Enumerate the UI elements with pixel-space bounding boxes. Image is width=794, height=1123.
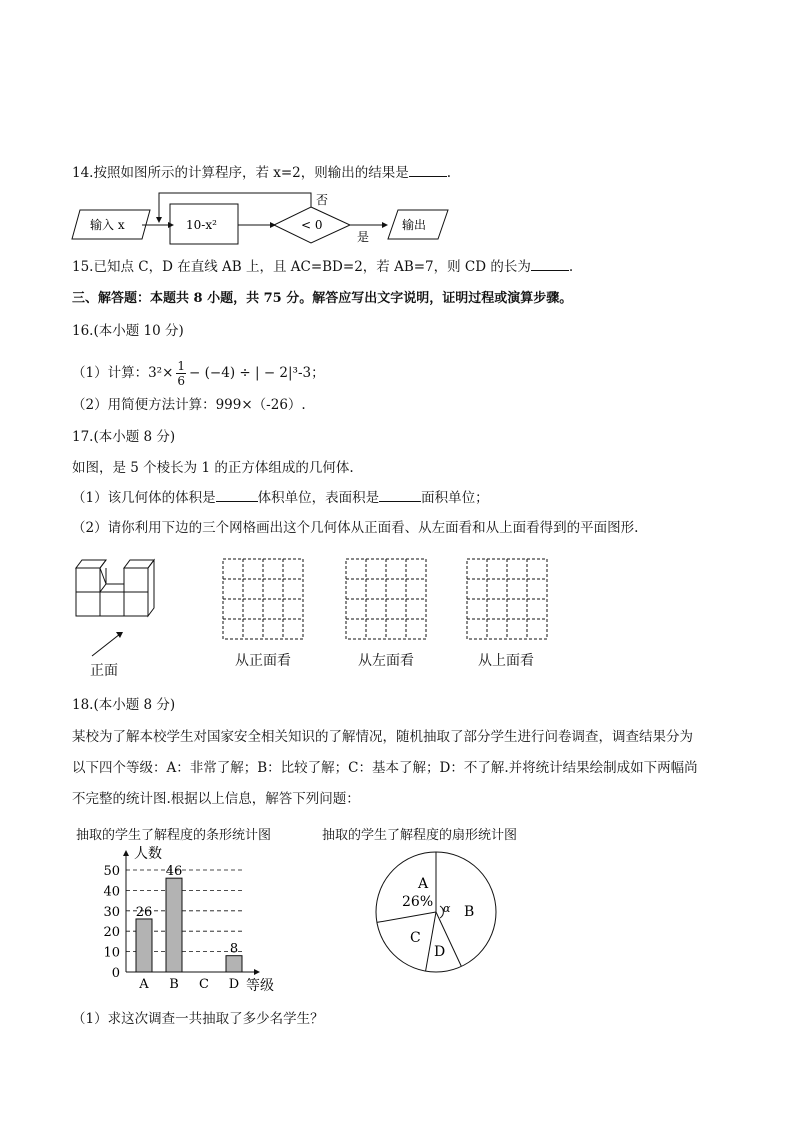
- grid-label-left: 从左面看: [358, 653, 414, 669]
- y-tick-label: 20: [103, 925, 120, 941]
- x-axis-arrow: [254, 969, 260, 975]
- pie-label-C: C: [410, 930, 421, 946]
- q17-part1: （1）该几何体的体积是 体积单位，表面积是 面积单位；: [72, 490, 489, 506]
- y-axis-arrow: [123, 850, 129, 856]
- pie-pct-A: 26%: [402, 894, 434, 910]
- q16-part2: （2）用简便方法计算：999×（-26）.: [72, 397, 306, 413]
- x-tick-label: B: [169, 977, 179, 992]
- grid-left-view[interactable]: [345, 558, 427, 640]
- flow-no-label: 否: [316, 193, 329, 207]
- bar-value-label: 46: [165, 864, 183, 880]
- pie-chart-title: 抽取的学生了解程度的扇形统计图: [322, 828, 518, 843]
- q18-para2: 以下四个等级：A：非常了解；B：比较了解；C：基本了解；D：不了解.并将统计结果绘制成如下两幅尚: [72, 760, 698, 776]
- pie-alpha-label: α: [443, 902, 451, 915]
- y-tick-label: 40: [103, 884, 120, 900]
- q17-area-blank[interactable]: [379, 489, 421, 502]
- q14-text-before: 14.按照如图所示的计算程序，若 x=2，则输出的结果是: [72, 165, 409, 181]
- x-axis-label: 等级: [246, 978, 274, 992]
- y-tick-label: 0: [111, 966, 120, 981]
- q15-text: 15.已知点 C，D 在直线 AB 上，且 AC=BD=2，若 AB=7，则 CD 的长为 .: [72, 259, 574, 275]
- grid-label-front: 从正面看: [235, 653, 291, 669]
- section-3-title: 三、解答题：本题共 8 小题，共 75 分。解答应写出文字说明，证明过程或演算步骤。: [72, 291, 573, 306]
- q17-header: 17.(本小题 8 分): [72, 429, 176, 445]
- q17-solid-figure: [70, 556, 160, 666]
- q15-text-before: 15.已知点 C，D 在直线 AB 上，且 AC=BD=2，若 AB=7，则 CD 的长为: [72, 259, 531, 275]
- bar-value-label: 8: [229, 941, 239, 957]
- q15-answer-blank[interactable]: [531, 258, 569, 271]
- q16-header: 16.(本小题 10 分): [72, 323, 184, 339]
- bar-chart-title: 抽取的学生了解程度的条形统计图: [76, 828, 272, 843]
- bar-A: [136, 919, 152, 972]
- flow-process-label: 10-x²: [186, 218, 217, 232]
- y-tick-label: 10: [103, 945, 120, 961]
- q14-flowchart: [70, 190, 460, 246]
- q18-para1: 某校为了解本校学生对国家安全相关知识的了解情况，随机抽取了部分学生进行问卷调查，调查结果分为: [72, 729, 693, 745]
- q18-header: 18.(本小题 8 分): [72, 697, 176, 713]
- x-tick-label: D: [228, 977, 240, 992]
- pie-label-A: A: [418, 876, 429, 892]
- pie-label-B: B: [464, 904, 475, 920]
- flow-input-label: 输入 x: [90, 218, 125, 232]
- q17-intro: 如图，是 5 个棱长为 1 的正方体组成的几何体.: [72, 460, 354, 476]
- q14-answer-blank[interactable]: [409, 164, 447, 177]
- grid-front-view[interactable]: [222, 558, 304, 640]
- y-tick-label: 30: [103, 904, 120, 920]
- bar-chart: [96, 842, 296, 992]
- pie-slice-boundary: [426, 912, 436, 971]
- x-tick-label: A: [139, 977, 149, 992]
- pie-slice-boundary: [377, 912, 436, 922]
- grid-top-view[interactable]: [466, 558, 548, 640]
- q17-volume-blank[interactable]: [216, 489, 258, 502]
- q18-question1: （1）求这次调查一共抽取了多少名学生？: [72, 1011, 324, 1027]
- flow-output-label: 输出: [402, 218, 427, 232]
- q14-text: 14.按照如图所示的计算程序，若 x=2，则输出的结果是 .: [72, 165, 452, 181]
- flow-condition-label: < 0: [301, 218, 323, 232]
- y-axis-label: 人数: [134, 846, 162, 862]
- x-tick-label: C: [199, 977, 209, 992]
- q16-part1: （1）计算：3²× $\frac{1}{6}$ − (−4) ÷ | − 2|³-3；: [72, 359, 325, 388]
- bar-B: [166, 878, 182, 972]
- bar-D: [226, 956, 242, 972]
- bar-value-label: 26: [135, 904, 153, 920]
- grid-label-top: 从上面看: [478, 653, 534, 669]
- q17-front-label: 正面: [90, 663, 118, 679]
- pie-label-D: D: [434, 944, 446, 960]
- flow-yes-label: 是: [357, 230, 370, 244]
- q17-part2: （2）请你利用下边的三个网格画出这个几何体从正面看、从左面看和从上面看得到的平面图形.: [72, 520, 639, 536]
- y-tick-label: 50: [103, 864, 120, 879]
- q16-fraction: $\frac{1}{6}$: [177, 359, 186, 388]
- q18-para3: 不完整的统计图.根据以上信息，解答下列问题：: [72, 791, 360, 807]
- pie-chart: [370, 850, 510, 980]
